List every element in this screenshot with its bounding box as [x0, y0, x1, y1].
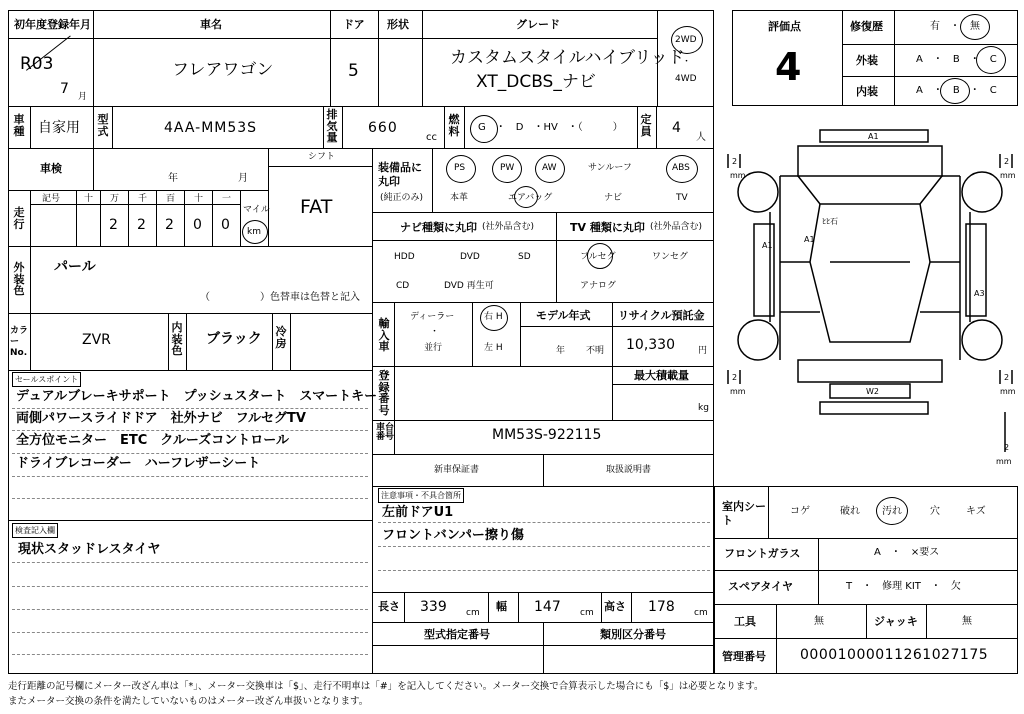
equip-label: 装備品に丸印: [378, 161, 422, 189]
jack-label: ジャッキ: [874, 615, 918, 628]
drive-4wd: 4WD: [675, 74, 697, 84]
model-value: 4AA-MM53S: [164, 120, 258, 136]
month-unit: 月: [78, 92, 88, 102]
displacement-unit: cc: [426, 132, 437, 143]
owners-manual: 取扱説明書: [606, 465, 652, 475]
dim-unit-tl: mm: [730, 171, 746, 180]
stain-circle: [876, 497, 908, 525]
digit-head-2: 万: [110, 194, 120, 204]
aw-circle: [535, 155, 565, 183]
diagram-mark-a1-left: A1: [762, 241, 773, 250]
mileage-label: 走行: [13, 206, 25, 231]
abs-circle: [666, 155, 698, 183]
model-label: 型式: [97, 113, 109, 138]
sales-line-1: デュアルブレーキサポート プッシュスタート スマートキー: [16, 389, 378, 404]
digit-head-0: 記号: [42, 194, 61, 204]
door-value: 5: [348, 61, 359, 81]
sales-line-2: 両側パワースライドドア 社外ナビ フルセグTV: [16, 411, 306, 426]
ext-color-value: パール: [54, 259, 96, 275]
notes-label: 注意事項・不具合箇所: [378, 488, 464, 503]
recycle-unit: 円: [698, 346, 708, 356]
car-name-label: 車名: [200, 18, 222, 31]
pw-circle: [492, 155, 522, 183]
exterior-c-circle: [976, 46, 1006, 74]
sales-line-3: 全方位モニター ETC クルーズコントロール: [16, 433, 289, 448]
drive-2wd: 2WD: [675, 35, 697, 45]
grade-line-1: カスタムスタイルハイブリッド: [450, 48, 685, 68]
equip-ps: PS: [454, 163, 466, 173]
import-left-hand: 左 H: [484, 343, 503, 353]
seat-opt-tear: 破れ: [840, 506, 860, 517]
import-parallel: 並行: [424, 343, 443, 353]
import-dealer: ディーラー: [410, 312, 455, 322]
chassis-label: 車台番号: [375, 423, 394, 443]
check-notes-label: 検査記入欄: [12, 523, 58, 538]
import-label: 輸入車: [378, 317, 390, 354]
recycle-value: 10,330: [626, 337, 675, 353]
height-label: 高さ: [604, 600, 626, 613]
displacement-label: 排気量: [326, 108, 338, 145]
sales-line-4: ドライブレコーダー ハーフレザーシート: [16, 456, 261, 471]
sheet-main-frame: [8, 10, 714, 674]
navi-opt-cd: CD: [396, 281, 410, 291]
fuel-g-circle: [470, 115, 498, 143]
footer-note-2: またメーター交換の条件を満たしていないものはメーター改ざん車扱いとなります。: [8, 696, 369, 707]
color-code-label: カラーNo.: [10, 326, 29, 358]
dim-unit-bottom: mm: [996, 457, 1012, 466]
spare-tire-options: T ・ 修理 KIT ・ 欠: [846, 581, 961, 592]
tv-type-label: TV 種類に丸印: [570, 221, 645, 234]
length-value: 339: [420, 599, 447, 615]
first-reg-year: R03: [20, 54, 54, 74]
equip-sunroof: サンルーフ: [588, 163, 632, 173]
car-name-value: フレアワゴン: [172, 60, 274, 80]
ac-label: 冷房: [275, 325, 287, 350]
tv-type-sub: (社外品含む): [650, 222, 703, 232]
interior-label: 内装: [856, 85, 878, 98]
note-line-2: フロントバンパー擦り傷: [382, 528, 524, 543]
digit-head-1: 十: [84, 194, 94, 204]
note-line-1: 左前ドアU1: [382, 505, 454, 520]
dim-num-bl: 2: [732, 373, 738, 382]
tv-opt-fullseg: フルセグ: [580, 252, 616, 262]
digit-value-3: 2: [137, 217, 146, 233]
navi-opt-dvd-play: DVD 再生可: [444, 281, 494, 291]
diagram-mark-chip: ﾋﾋ石: [822, 217, 838, 226]
shift-value: FAT: [300, 196, 333, 218]
fuel-options: G ・ D ・HV ・（ ）: [478, 122, 623, 133]
int-color-value: ブラック: [206, 331, 262, 347]
fullseg-circle: [587, 243, 613, 269]
color-code-value: ZVR: [82, 332, 111, 348]
management-number-value: 00001000011261027175: [800, 647, 989, 663]
fuel-label: 燃料: [448, 113, 460, 138]
km-circle: [242, 220, 268, 244]
car-damage-diagram: [720, 112, 1020, 484]
inspection-label: 車検: [40, 162, 62, 175]
shape-label: 形状: [387, 18, 409, 31]
first-reg-month: 7: [60, 81, 69, 97]
dim-num-tr: 2: [1004, 157, 1010, 166]
seat-opt-scratch: キズ: [966, 506, 986, 517]
dim-num-br: 2: [1004, 373, 1010, 382]
width-unit: cm: [580, 608, 594, 618]
check-line-1: 現状スタッドレスタイヤ: [18, 542, 161, 557]
tools-label: 工具: [734, 615, 756, 628]
car-type-label: 車種: [13, 113, 25, 138]
new-car-warranty: 新車保証書: [434, 465, 480, 475]
first-reg-label: 初年度登録年月: [14, 18, 91, 31]
model-year-label: モデル年式: [536, 309, 591, 322]
car-type-value: 自家用: [38, 120, 80, 136]
exterior-options: A ・ B ・ C: [916, 54, 997, 65]
digit-head-3: 千: [138, 194, 148, 204]
repair-none-circle: [960, 14, 990, 40]
equip-pw: PW: [500, 163, 515, 173]
ps-circle: [446, 155, 476, 183]
class-number-label: 類別区分番号: [600, 628, 666, 641]
equip-tv: TV: [676, 193, 688, 203]
height-value: 178: [648, 599, 675, 615]
length-unit: cm: [466, 608, 480, 618]
capacity-value: 4: [672, 120, 681, 136]
interior-options: A ・ B ・ C: [916, 85, 997, 96]
seat-opt-hole: 穴: [930, 506, 940, 517]
right-hand-circle: [480, 305, 508, 331]
length-label: 長さ: [378, 600, 400, 613]
ext-color-label: 外装色: [13, 261, 25, 298]
drive-dot: ・: [682, 57, 692, 67]
grade-label: グレード: [516, 18, 560, 31]
footer-note-1: 走行距離の記号欄にメーター改ざん車は「*」、メーター交換車は「$」、走行不明車は「#」を記入してください。メーター交換で合算表示した場合にも「$」は必要となります。: [8, 681, 764, 692]
model-year-unit: 年: [556, 346, 566, 356]
width-label: 幅: [496, 600, 507, 613]
score-value: 4: [775, 45, 802, 89]
recycle-label: リサイクル預託金: [618, 309, 705, 322]
max-load-label: 最大積載量: [634, 369, 689, 382]
windshield-label: フロントガラス: [724, 547, 801, 560]
grade-line-2: XT_DCBS_ナビ: [476, 72, 596, 92]
navi-type-sub: (社外品含む): [482, 222, 535, 232]
jack-value: 無: [962, 616, 972, 627]
inspection-month-unit: 月: [238, 173, 248, 184]
km-label: km: [247, 227, 261, 237]
diagram-mark-a3-right: A3: [974, 289, 985, 298]
digit-value-5: 0: [193, 217, 202, 233]
digit-head-4: 百: [166, 194, 176, 204]
ext-color-note: （ ）色替車は色替と記入: [200, 292, 360, 303]
navi-opt-hdd: HDD: [394, 252, 415, 262]
equip-leather: 本革: [450, 193, 469, 203]
equip-airbag: エアバッグ: [508, 193, 553, 203]
int-color-label: 内装色: [171, 321, 183, 358]
door-label: ドア: [343, 18, 365, 31]
dim-unit-tr: mm: [1000, 171, 1016, 180]
drive-2wd-circle: [671, 26, 703, 54]
dim-num-bottom: 2: [1004, 443, 1010, 452]
interior-b-circle: [940, 78, 970, 104]
reg-number-label: 登録番号: [378, 369, 390, 417]
import-dot: ・: [430, 327, 440, 337]
equip-navi: ナビ: [604, 193, 623, 203]
dim-unit-bl: mm: [730, 387, 746, 396]
navi-type-label: ナビ種類に丸印: [400, 221, 477, 234]
height-unit: cm: [694, 608, 708, 618]
shift-label: シフト: [308, 152, 336, 162]
seat-opt-stain: 汚れ: [882, 506, 902, 517]
capacity-unit: 人: [696, 132, 706, 143]
dim-unit-br: mm: [1000, 387, 1016, 396]
seat-label: 室内シート: [722, 500, 766, 528]
model-year-unknown: 不明: [586, 346, 605, 356]
capacity-label: 定員: [640, 113, 652, 138]
mile-label: マイル: [243, 205, 270, 215]
dim-num-tl: 2: [732, 157, 738, 166]
repair-label: 修復歴: [850, 20, 883, 33]
navi-opt-sd: SD: [518, 252, 531, 262]
digit-value-4: 2: [165, 217, 174, 233]
exterior-label: 外装: [856, 54, 878, 67]
digit-head-5: 十: [194, 194, 204, 204]
tools-value: 無: [814, 616, 824, 627]
management-number-label: 管理番号: [722, 650, 766, 663]
tv-opt-analog: アナログ: [580, 281, 617, 291]
digit-head-6: 一: [222, 194, 232, 204]
digit-value-2: 2: [109, 217, 118, 233]
diagram-mark-a1-pillar: A1: [804, 235, 815, 244]
import-right-hand: 右 H: [484, 312, 503, 322]
score-label: 評価点: [768, 20, 801, 33]
type-designation-label: 型式指定番号: [424, 628, 490, 641]
max-load-unit: kg: [698, 403, 709, 413]
spare-tire-label: スペアタイヤ: [728, 580, 794, 593]
displacement-value: 660: [368, 120, 398, 136]
tv-opt-oneseg: ワンセグ: [652, 252, 689, 262]
seat-opt-burn: コゲ: [790, 506, 810, 517]
navi-opt-dvd: DVD: [460, 252, 480, 262]
windshield-options: A ・ ×要ス: [874, 547, 940, 558]
equip-sub: (純正のみ): [380, 193, 424, 203]
repair-options: 有 ・ 無: [930, 21, 980, 32]
diagram-mark-w2-rear: W2: [866, 387, 879, 396]
inspection-year-unit: 年: [168, 173, 178, 184]
digit-value-6: 0: [221, 217, 230, 233]
sales-points-label: セールスポイント: [12, 372, 81, 387]
chassis-value: MM53S-922115: [492, 427, 602, 443]
width-value: 147: [534, 599, 561, 615]
equip-abs: ABS: [672, 163, 690, 173]
diagram-mark-a1-top: A1: [868, 132, 879, 141]
equip-aw: AW: [542, 163, 557, 173]
airbag-circle: [514, 186, 538, 208]
